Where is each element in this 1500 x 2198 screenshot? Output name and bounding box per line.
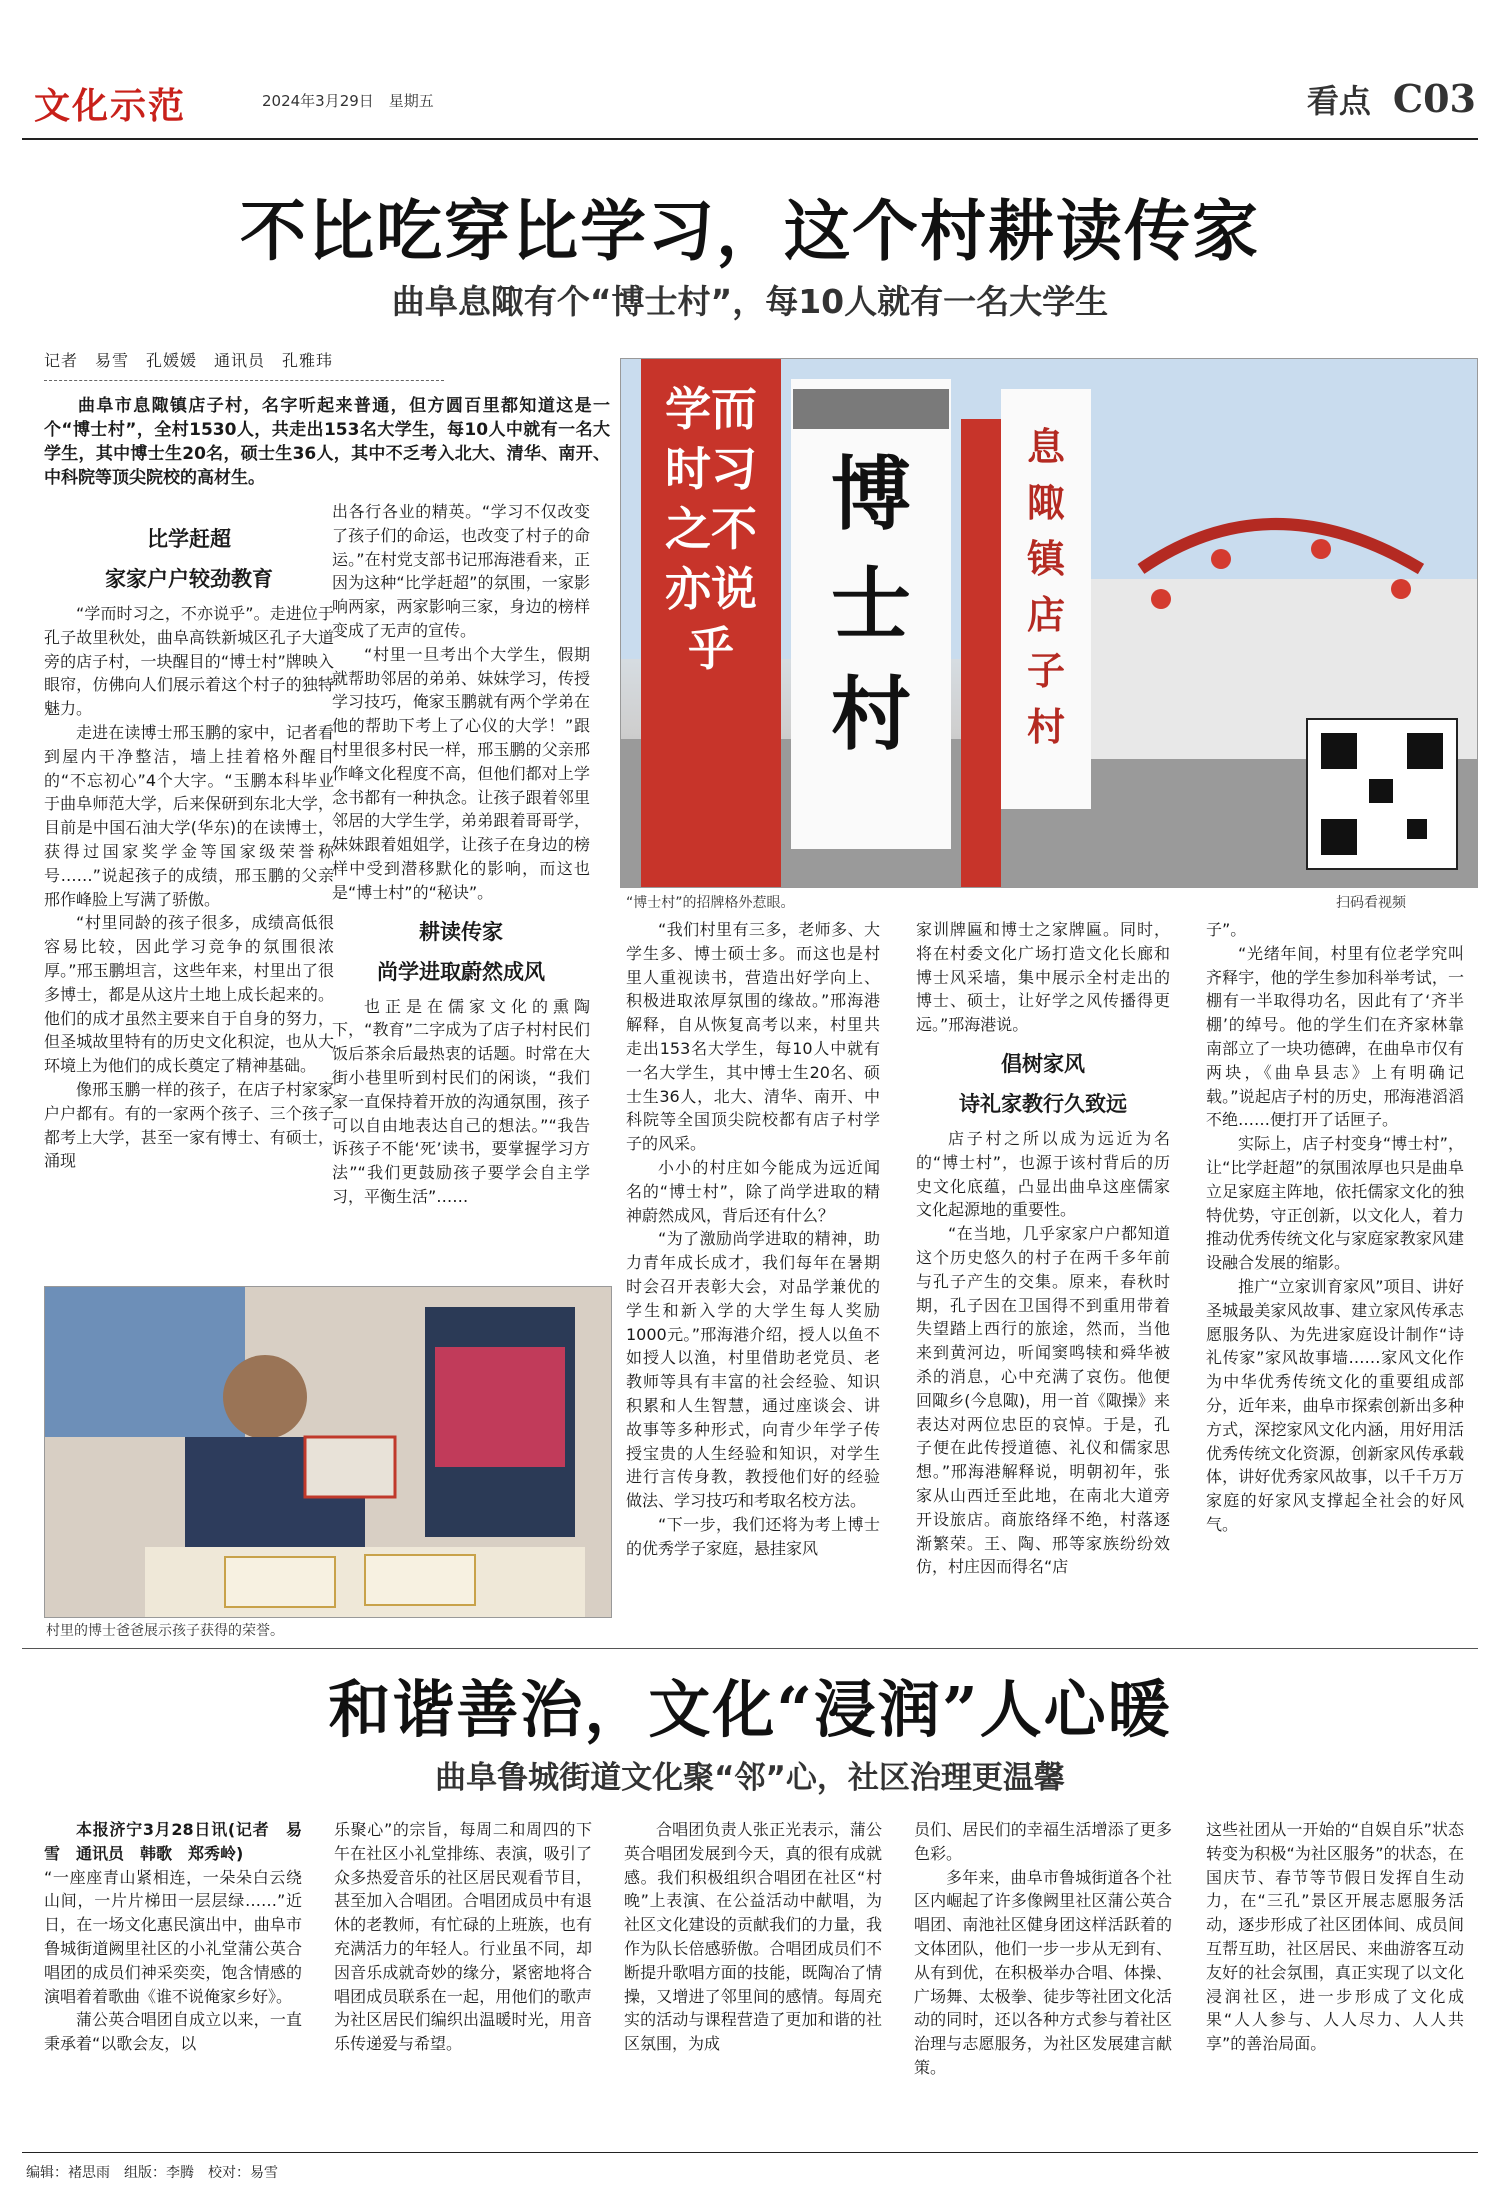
paragraph: 推广“立家训育家风”项目、讲好圣城最美家风故事、建立家风传承志愿服务队、为先进家庭设计制作“诗礼传家”家风故事墙……家风文化作为中华优秀传统文化的重要组成部分，近年来，曲阜市探索创新出多种方式，深挖家风文化内涵，用好用活优秀传统文化资源，创新家风传承载体，讲好优秀家风故事，以千千万万家庭的好家风支撑起全社会的好风气。 [1206, 1276, 1464, 1534]
paragraph: 实际上，店子村变身“博士村”，让“比学赶超”的氛围浓厚也只是曲阜立足家庭主阵地，依托儒家文化的独特优势，守正创新，以文化人，着力推动优秀传统文化与家庭家教家风建设融合发展的缩影。 [1206, 1134, 1464, 1273]
father-with-honors-photo [44, 1286, 612, 1618]
page-code: C03 [1392, 76, 1476, 121]
issue-date: 2024年3月29日 星期五 [262, 92, 434, 110]
qr-caption: 扫码看视频 [1336, 895, 1406, 911]
paragraph: 出各行各业的精英。“学习不仅改变了孩子们的命运，也改变了村子的命运。”在村党支部书记邢海港看来，正因为这种“比学赶超”的氛围，一家影响两家，两家影响三家，身边的榜样变成了无声的宣传。 [332, 502, 590, 640]
page-label [1307, 76, 1476, 122]
paragraph: 员们、居民们的幸福生活增添了更多色彩。 [914, 1820, 1172, 1863]
article2-column-2 [334, 1818, 592, 2148]
article2-subheadline: 曲阜鲁城街道文化聚“邻”心，社区治理更温馨 [435, 1760, 1065, 1796]
section-title-1b: 家家户户较劲教育 [105, 566, 273, 591]
motto-sign-text: 学而时习之不亦说乎 [665, 382, 757, 676]
photo2-caption: 村里的博士爸爸展示孩子获得的荣誉。 [46, 1623, 284, 1639]
article2-column-3 [624, 1818, 882, 2148]
paragraph: 合唱团负责人张正光表示，蒲公英合唱团发展到今天，真的很有成就感。我们积极组织合唱团在社区“村晚”上表演、在公益活动中献唱，为社区文化建设的贡献我们的力量，我作为队长倍感骄傲。合唱团成员们不断提升歌唱方面的技能，既陶冶了情操，又增进了邻里间的感情。每周充实的活动与课程营造了更加和谐的社区氛围，为成 [624, 1820, 882, 2054]
article2-dateline: 本报济宁3月28日讯(记者 易雪 通讯员 韩歌 郑秀岭) [44, 1820, 302, 1863]
section-title-3a: 倡树家风 [1001, 1050, 1085, 1076]
article1-lead: 曲阜市息陬镇店子村，名字听起来普通，但方圆百里都知道这是一个“博士村”，全村1530人，共走出153名大学生，每10人中就有一名大学生，其中博士生20名，硕士生36人，其中不乏考入北大、清华、南开、中科院等顶尖院校的高材生。 [44, 396, 610, 488]
paragraph: 多年来，曲阜市鲁城街道各个社区内崛起了许多像阙里社区蒲公英合唱团、南池社区健身团这样活跃着的文体团队，他们一步一步从无到有、从有到优，在积极举办合唱、体操、广场舞、太极拳、徒步等社团文化活动的同时，还以各种方式参与着社区治理与志愿服务，为社区发展建言献策。 [914, 1867, 1172, 2077]
photo1-caption: “博士村”的招牌格外惹眼。 [626, 895, 795, 911]
article-divider [22, 1648, 1478, 1649]
article2-column-1 [44, 1818, 302, 2148]
paragraph: “光绪年间，村里有位老学究叫齐释宇，他的学生参加科举考试，一棚有一半取得功名，因此有了‘齐半棚’的绰号。他的学生们在齐家林靠南部立了一块功德碑，在曲阜市仅有两块，《曲阜县志》上有明确记载。”说起店子村的历史，邢海港滔滔不绝……便打开了话匣子。 [1206, 943, 1464, 1130]
paragraph: “一座座青山紧相连，一朵朵白云绕山间，一片片梯田一层层绿……”近日，在一场文化惠民演出中，曲阜市鲁城街道阙里社区的小礼堂蒲公英合唱团的成员们神采奕奕，饱含情感的演唱着着歌曲《谁不说俺家乡好》。 [44, 1867, 302, 2006]
town-sign-text: 息陬镇店子村 [1026, 424, 1065, 749]
paragraph: “下一步，我们还将为考上博士的优秀学子家庭，悬挂家风 [626, 1514, 880, 1558]
paragraph: 蒲公英合唱团自成立以来，一直秉承着“以歌会友，以 [44, 2010, 302, 2054]
article1-column-3 [626, 918, 880, 1630]
village-sign-photo [620, 358, 1478, 888]
paragraph: 子”。 [1206, 920, 1247, 939]
paragraph: “为了激励尚学进取的精神，助力青年成长成才，我们每年在暑期时会召开表彰大会，对品学兼优的学生和新入学的大学生每人奖励1000元。”邢海港介绍，授人以鱼不如授人以渔，村里借助老党员、老教师等具有丰富的社会经验、知识积累和人生智慧，通过座谈会、讲故事等多种形式，向青少年学子传授宝贵的人生经验和知识，对学生进行言传身教，教授他们好的经验做法、学习技巧和考取名校方法。 [626, 1229, 880, 1511]
masthead-rule [22, 138, 1478, 140]
article2-column-4 [914, 1818, 1172, 2148]
village-name-sign-text: 博士村 [831, 447, 911, 761]
section-title-2b: 尚学进取蔚然成风 [377, 958, 545, 984]
paragraph: “学而时习之，不亦说乎”。走进位于孔子故里秋处，曲阜高铁新城区孔子大道旁的店子村，一块醒目的“博士村”牌映入眼帘，仿佛向人们展示着这个村子的独特魅力。 [44, 604, 334, 719]
paragraph: 乐聚心”的宗旨，每周二和周四的下午在社区小礼堂排练、表演，吸引了众多热爱音乐的社区居民观看节目，甚至加入合唱团。合唱团成员中有退休的老教师，有忙碌的上班族，也有充满活力的年轻人。行业虽不同，却因音乐成就奇妙的缘分，紧密地将合唱团成员联系在一起，用他们的歌声为社区居民们编织出温暖时光，用音乐传递爱与希望。 [334, 1820, 592, 2054]
paragraph: “我们村里有三多，老师多、大学生多、博士硕士多。而这也是村里人重视读书，营造出好学向上、积极进取浓厚氛围的缘故。”邢海港解释，自从恢复高考以来，村里共走出153名大学生，每10人中就有一名大学生，其中博士生20名、硕士生36人，北大、清华、南开、中科院等全国顶尖院校都有店子村学子的风采。 [626, 920, 880, 1154]
editor-credits: 编辑：褚思雨 组版：李腾 校对：易雪 [26, 2165, 278, 2181]
paragraph: “村里一旦考出个大学生，假期就帮助邻居的弟弟、妹妹学习，传授学习技巧，俺家玉鹏就有两个学弟在他的帮助下考上了心仪的大学！”跟村里很多村民一样，邢玉鹏的父亲邢作峰文化程度不高，但他们都对上学念书都有一种执念。让孩子跟着邻里邻居的大学生学，弟弟跟着哥哥学，妹妹跟着姐姐学，让孩子在身边的榜样中受到潜移默化的影响，而这也是“博士村”的“秘诀”。 [332, 644, 590, 902]
article1-headline: 不比吃穿比学习，这个村耕读传家 [240, 192, 1260, 270]
paragraph: “在当地，几乎家家户户都知道这个历史悠久的村子在两千多年前与孔子产生的交集。原来，春秋时期，孔子因在卫国得不到重用带着失望踏上西行的旅途，然而，当他来到黄河边，听闻窦鸣犊和舜华被杀的消息，心中充满了哀伤。他便回陬乡(今息陬)，用一首《陬操》来表达对两位忠臣的哀悼。于是，孔子便在此传授道德、礼仪和儒家思想。”邢海港解释说，明朝初年，张家从山西迁至此地，在南北大道旁开设旅店。商旅络绎不绝，村落逐渐繁荣。王、陶、邢等家族纷纷效仿，村庄因而得名“店 [916, 1224, 1170, 1577]
footer-rule [22, 2152, 1478, 2153]
father-photo-illustration [45, 1287, 611, 1617]
paragraph: 小小的村庄如今能成为远近闻名的“博士村”，除了尚学进取的精神蔚然成风，背后还有什么？ [626, 1157, 880, 1225]
article2-column-5 [1206, 1818, 1464, 2148]
article2-headline: 和谐善治，文化“浸润”人心暖 [328, 1673, 1172, 1746]
article1-column-2 [332, 500, 590, 1276]
paragraph: 像邢玉鹏一样的孩子，在店子村家家户户都有。有的一家两个孩子、三个孩子都考上大学，甚至一家有博士、有硕士，涌现 [44, 1079, 334, 1171]
paragraph: 家训牌匾和博士之家牌匾。同时，将在村委文化广场打造文化长廊和博士风采墙，集中展示全村走出的博士、硕士，让好学之风传播得更远。”邢海港说。 [916, 920, 1170, 1035]
article1-subheadline: 曲阜息陬有个“博士村”，每10人就有一名大学生 [391, 282, 1109, 321]
section-title-3b: 诗礼家教行久致远 [959, 1090, 1127, 1116]
paragraph: 也正是在儒家文化的熏陶下，“教育”二字成为了店子村村民们饭后茶余后最热衷的话题。时常在大街小巷里听到村民们的闲谈，“我们家一直保持着开放的沟通氛围，孩子可以自由地表达自己的想法。”“我告诉孩子不能‘死’读书，要掌握学习方法”“我们更鼓励孩子要学会自主学习，平衡生活”…… [332, 996, 590, 1206]
article1-column-1 [44, 512, 334, 1276]
paragraph: 这些社团从一开始的“自娱自乐”状态转变为积极“为社区服务”的状态，在国庆节、春节等节假日发挥自生动力，在“三孔”景区开展志愿服务活动，逐步形成了社区团体间、成员间互帮互助，社区居民、来曲游客互动友好的社会氛围，真正实现了以文化浸润社区，进一步形成了文化成果“人人参与、人人尽力、人人共享”的善治局面。 [1206, 1820, 1464, 2054]
section-name: 看点 [1306, 82, 1371, 120]
article1-column-5 [1206, 918, 1464, 1630]
newspaper-logo: 文化示范 [34, 85, 187, 127]
section-title-2a: 耕读传家 [419, 918, 503, 944]
article1-column-4 [916, 918, 1170, 1630]
section-title-1a: 比学赶超 [147, 526, 231, 551]
paragraph: 店子村之所以成为远近为名的“博士村”，也源于该村背后的历史文化底蕴，凸显出曲阜这座儒家文化起源地的重要性。 [916, 1128, 1170, 1220]
article1-byline: 记者 易雪 孔媛媛 通讯员 孔雅玮 [44, 351, 334, 370]
paragraph: 走进在读博士邢玉鹏的家中，记者看到屋内干净整洁，墙上挂着格外醒目的“不忘初心”4个大字。“玉鹏本科毕业于曲阜师范大学，后来保研到东北大学，目前是中国石油大学(华东)的在读博士，获得过国家奖学金等国家级荣誉称号……”说起孩子的成绩，邢玉鹏的父亲邢作峰脸上写满了骄傲。 [44, 722, 334, 909]
byline-divider [44, 380, 444, 381]
paragraph: “村里同龄的孩子很多，成绩高低很容易比较，因此学习竞争的氛围很浓厚。”邢玉鹏坦言，这些年来，村里出了很多博士，都是从这片土地上成长起来的。他们的成才虽然主要来自于自身的努力，但圣城故里特有的历史文化积淀，也从大环境上为他们的成长奠定了精神基础。 [44, 913, 334, 1076]
